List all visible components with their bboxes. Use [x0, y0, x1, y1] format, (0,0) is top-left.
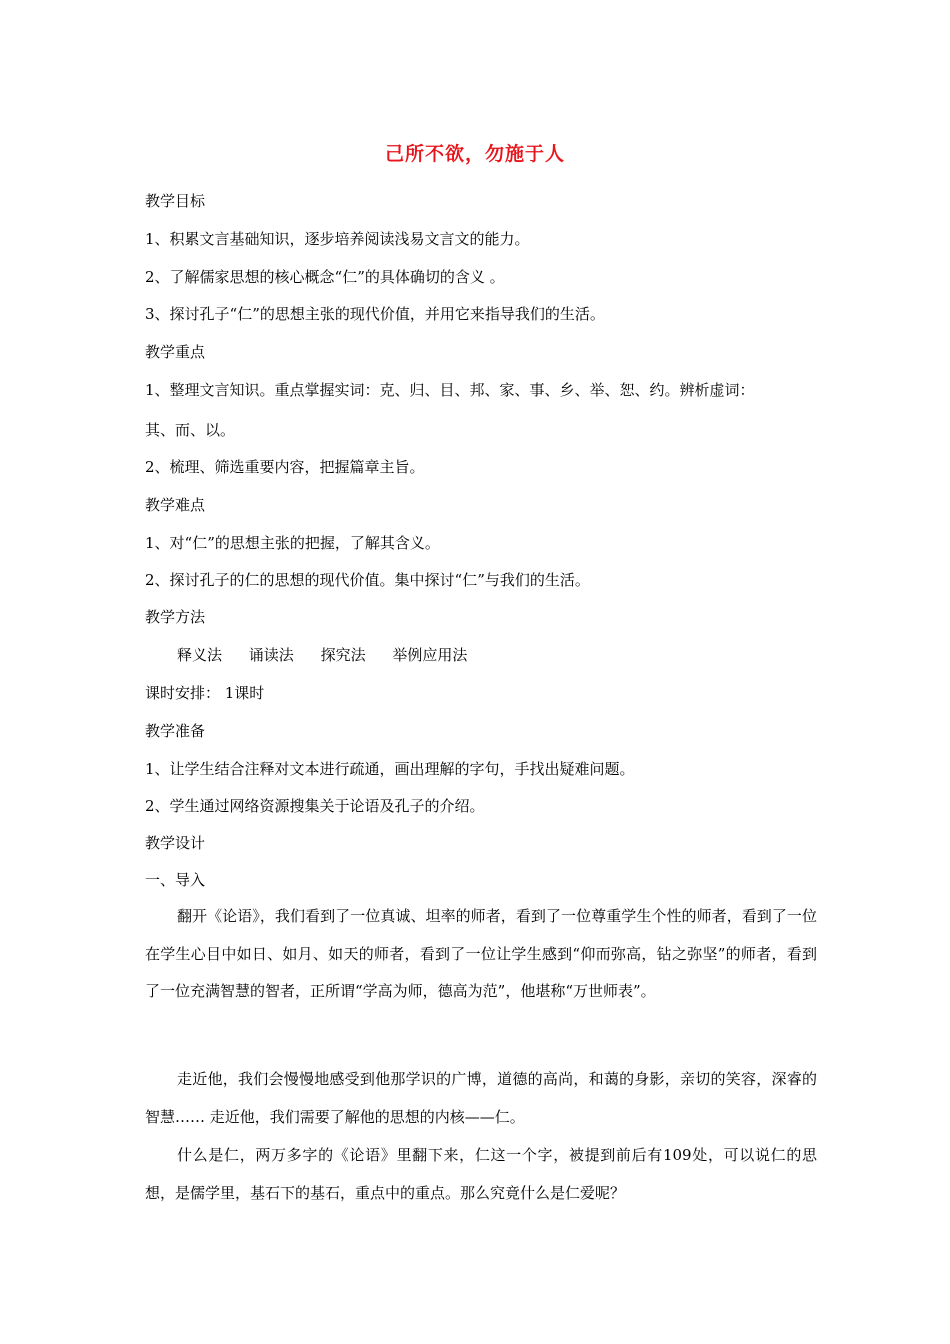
design-heading: 教学设计 — [145, 834, 206, 852]
document-title: 己所不欲，勿施于人 — [384, 143, 565, 165]
objectives-heading: 教学目标 — [145, 192, 206, 210]
section-heading: 一、导入 — [145, 871, 206, 889]
preparation-item: 1、让学生结合注释对文本进行疏通，画出理解的字句，手找出疑难问题。 — [145, 760, 635, 778]
key-point-item-continuation: 其、而、以。 — [145, 421, 236, 439]
methods-heading: 教学方法 — [145, 608, 206, 626]
method-item: 释义法 — [177, 646, 223, 664]
objective-item: 2、了解儒家思想的核心概念“仁”的具体确切的含义 。 — [145, 268, 505, 286]
key-point-item: 1、整理文言知识。重点掌握实词：克、归、目、邦、家、事、乡、举、恕、约。辨析虚词： — [145, 381, 755, 399]
method-item: 举例应用法 — [392, 646, 468, 664]
intro-paragraph: 翻开《论语》，我们看到了一位真诚、坦率的师者，看到了一位尊重学生个性的师者，看到了一位在学生心目中如日、如月、如天的师者，看到了一位让学生感到“仰而弥高，钻之弥坚”的师者，看到了一位充满智慧的智者，正所谓“学高为师，德高为范”，他堪称“万世师表”。 — [145, 907, 817, 1000]
key-points-heading: 教学重点 — [145, 343, 206, 361]
objective-item: 1、积累文言基础知识，逐步培养阅读浅易文言文的能力。 — [145, 230, 530, 248]
method-item: 探究法 — [320, 646, 366, 664]
preparation-item: 2、学生通过网络资源搜集关于论语及孔子的介绍。 — [145, 797, 485, 815]
schedule: 课时安排： 1课时 — [145, 684, 265, 702]
methods-list — [177, 644, 489, 666]
difficulties-heading: 教学难点 — [145, 496, 206, 514]
intro-paragraph: 什么是仁，两万多字的《论语》里翻下来，仁这一个字，被提到前后有109处，可以说仁的思想，是儒学里，基石下的基石，重点中的重点。那么究竟什么是仁爱呢？ — [145, 1146, 817, 1202]
key-point-item: 2、梳理、筛选重要内容，把握篇章主旨。 — [145, 458, 425, 476]
difficulty-item: 1、对“仁”的思想主张的把握，了解其含义。 — [145, 534, 440, 552]
preparation-heading: 教学准备 — [145, 722, 206, 740]
intro-paragraph: 走近他，我们会慢慢地感受到他那学识的广博，道德的高尚，和蔼的身影，亲切的笑容，深睿的智慧…… 走近他，我们需要了解他的思想的内核——仁。 — [145, 1070, 817, 1126]
method-item: 诵读法 — [248, 646, 294, 664]
objective-item: 3、探讨孔子“仁”的思想主张的现代价值，并用它来指导我们的生活。 — [145, 305, 605, 323]
difficulty-item: 2、探讨孔子的仁的思想的现代价值。集中探讨“仁”与我们的生活。 — [145, 571, 590, 589]
